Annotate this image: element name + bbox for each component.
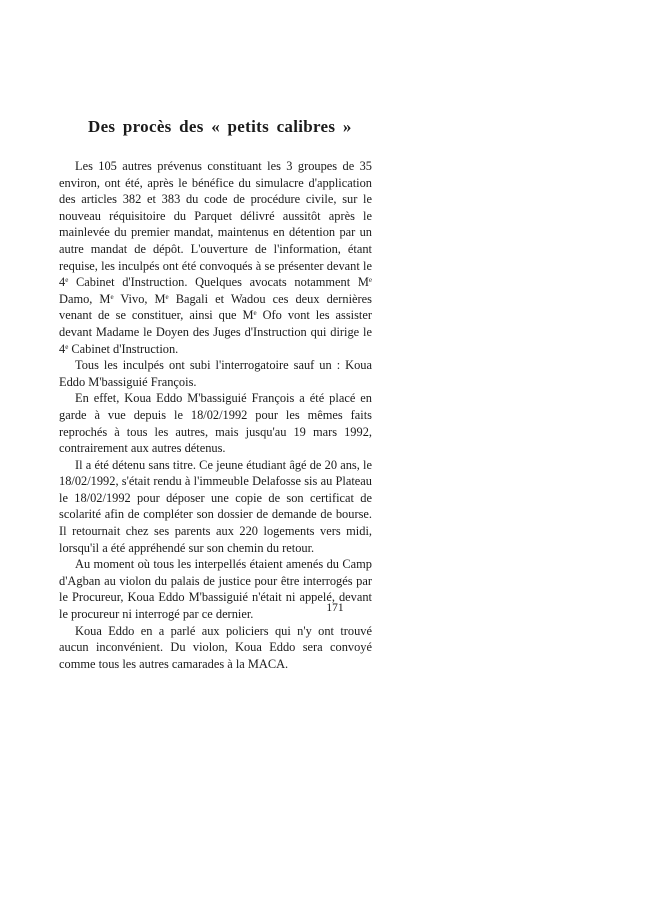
superscript: e: [165, 292, 169, 301]
body-paragraph: [59, 390, 372, 456]
superscript: e: [110, 292, 114, 301]
text-run: Bagali et Wadou ces deux dernières venant de se constituer, ainsi que M: [59, 291, 373, 323]
text-run: Koua Eddo en a parlé aux policiers qui n'y ont trouvé aucun inconvénient. Du violon, Koua Eddo sera convoyé comme tous les autres camarades à la MACA.: [59, 623, 372, 671]
text-run: En effet, Koua Eddo M'bassiguié François a été placé en garde à vue depuis le 18/02/1992 pour les mêmes faits reprochés à tous les autres, mais jusqu'au 19 mars 1992, contrairement aux autres détenus.: [59, 391, 372, 456]
body-paragraph: [59, 457, 372, 557]
body-paragraph: [59, 158, 372, 357]
superscript: e: [65, 276, 69, 285]
chapter-title: Des procès des « petits calibres »: [88, 117, 352, 136]
body-paragraph: [59, 357, 372, 390]
page-number: 171: [326, 602, 344, 614]
text-run: Tous les inculpés ont subi l'interrogatoire sauf un : Koua Eddo M'bassiguié François.: [59, 358, 372, 389]
text-run: Ofo vont les assister devant Madame le Doyen des Juges d'Instruction qui dirige le 4: [59, 308, 372, 356]
body-text: [59, 158, 372, 672]
text-run: Damo, M: [59, 291, 111, 306]
superscript: e: [368, 276, 372, 285]
body-paragraph: [59, 623, 372, 673]
text-run: Au moment où tous les interpellés étaient amenés du Camp d'Agban au violon du palais de justice pour être interrogés par le Procureur, Koua Eddo M'bassiguié n'était ni appelé, devant le procureur ni interrogé par ce dernier.: [59, 557, 372, 622]
text-run: Les 105 autres prévenus constituant les 3 groupes de 35 environ, ont été, après le bénéfice du simulacre d'application des articles 382 et 383 du code de procédure civile, sur le nouveau réquisitoire du Parquet délivré aussitôt après le mainlevée du premier mandat, maintenus en détention par un autre mandat de dépôt. L'ouverture de l'information, étant requise, les inculpés ont été convoqués à se présenter devant le 4: [59, 159, 372, 290]
superscript: e: [253, 309, 257, 318]
text-run: Cabinet d'Instruction. Quelques avocats notamment M: [68, 275, 369, 290]
superscript: e: [65, 342, 69, 351]
text-run: Cabinet d'Instruction.: [68, 341, 179, 356]
text-run: Il a été détenu sans titre. Ce jeune étudiant âgé de 20 ans, le 18/02/1992, s'était rendu à l'immeuble Delafosse sis au Plateau le 18/02/1992 pour déposer une copie de son certificat de scolarité afin de compléter son dossier de demande de bourse. Il retournait chez ses parents aux 220 logements vers midi, lorsqu'il a été appréhendé sur son chemin du retour.: [59, 457, 372, 555]
text-run: Vivo, M: [113, 291, 166, 306]
